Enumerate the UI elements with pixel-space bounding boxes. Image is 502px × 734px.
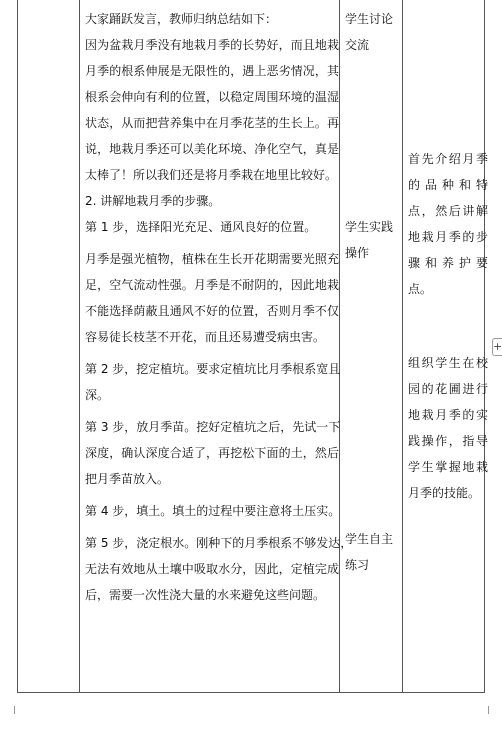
content-line: 深。: [85, 388, 110, 402]
activity-self-line: 学生自主: [345, 532, 394, 546]
teacher-intro-line: 点。: [408, 282, 433, 296]
content-line: 第 2 步，挖定植坑。要求定植坑比月季根系宽且: [85, 362, 341, 376]
teaching-content-cell: [85, 6, 353, 608]
content-line: 容易徒长枝茎不开花，而且还易遭受病虫害。: [85, 330, 326, 344]
content-line: 不能选择荫蔽且通风不好的位置，否则月季不仅: [85, 304, 339, 318]
teacher-organize-line: 月季的技能。: [408, 486, 481, 500]
content-line: 足，空气流动性强。月季是不耐阴的，因此地栽: [85, 278, 339, 292]
content-line: 大家踊跃发言，教师归纳总结如下：: [85, 12, 278, 26]
teacher-intro-line: 的品种和特: [408, 178, 488, 192]
content-line: 深度，确认深度合适了，再挖松下面的土，然后: [85, 446, 339, 460]
content-line: 因为盆栽月季没有地栽月季的长势好，而且地栽: [85, 38, 339, 52]
student-activity-cell: [345, 6, 399, 578]
teacher-guidance-cell: [408, 6, 488, 506]
teacher-organize-line: 地栽月季的实: [408, 408, 488, 422]
column-divider: [402, 0, 403, 692]
activity-self-line: 练习: [345, 558, 370, 572]
teacher-organize-line: 学生掌握地栽: [408, 460, 488, 474]
content-line: 根系会伸向有利的位置，以稳定周围环境的温湿: [85, 90, 339, 104]
column-divider: [79, 0, 80, 692]
content-line: 把月季苗放入。: [85, 472, 170, 486]
teacher-organize-line: 践操作，指导: [408, 434, 488, 448]
content-line: 第 1 步，选择阳光充足、通风良好的位置。: [85, 220, 317, 234]
teacher-intro-line: 首先介绍月季: [408, 152, 488, 166]
content-line: 月季是强光植物，植株在生长开花期需要光照充: [85, 252, 339, 266]
page-corner-mark: [6, 706, 15, 714]
teacher-intro-line: 点，然后讲解: [408, 204, 488, 218]
activity-discuss-line: 学生讨论: [345, 12, 394, 26]
content-line: 无法有效地从土壤中吸取水分，因此，定植完成: [85, 562, 339, 576]
content-line: 状态，从而把营养集中在月季花茎的生长上。再: [85, 116, 339, 130]
activity-practice-line: 学生实践: [345, 220, 394, 234]
page-corner-mark: [488, 706, 497, 714]
content-line: 2. 讲解地栽月季的步骤。: [85, 194, 221, 208]
content-line: 第 4 步，填土。填土的过程中要注意将土压实。: [85, 504, 341, 518]
content-line: 月季的根系伸展是无限性的，遇上恶劣情况，其: [85, 64, 339, 78]
lesson-plan-table: [17, 0, 488, 693]
add-row-button[interactable]: +: [492, 338, 502, 356]
content-line: 后，需要一次性浇大量的水来避免这些问题。: [85, 588, 326, 602]
content-line: 第 3 步，放月季苗。挖好定植坑之后，先试一下: [85, 420, 341, 434]
content-line: 说，地栽月季还可以美化环境、净化空气，真是: [85, 142, 339, 156]
teacher-organize-line: 园的花圃进行: [408, 382, 488, 396]
teacher-intro-line: 地栽月季的步: [408, 230, 488, 244]
column-divider: [339, 0, 340, 692]
activity-discuss-line: 交流: [345, 38, 370, 52]
content-line: 第 5 步，浇定根水。刚种下的月季根系不够发达，: [85, 536, 353, 550]
teacher-organize-line: 组织学生在校: [408, 356, 488, 370]
content-line: 太棒了！所以我们还是将月季栽在地里比较好。: [85, 168, 338, 182]
activity-practice-line: 操作: [345, 246, 370, 260]
teacher-intro-line: 骤和养护要: [408, 256, 488, 270]
